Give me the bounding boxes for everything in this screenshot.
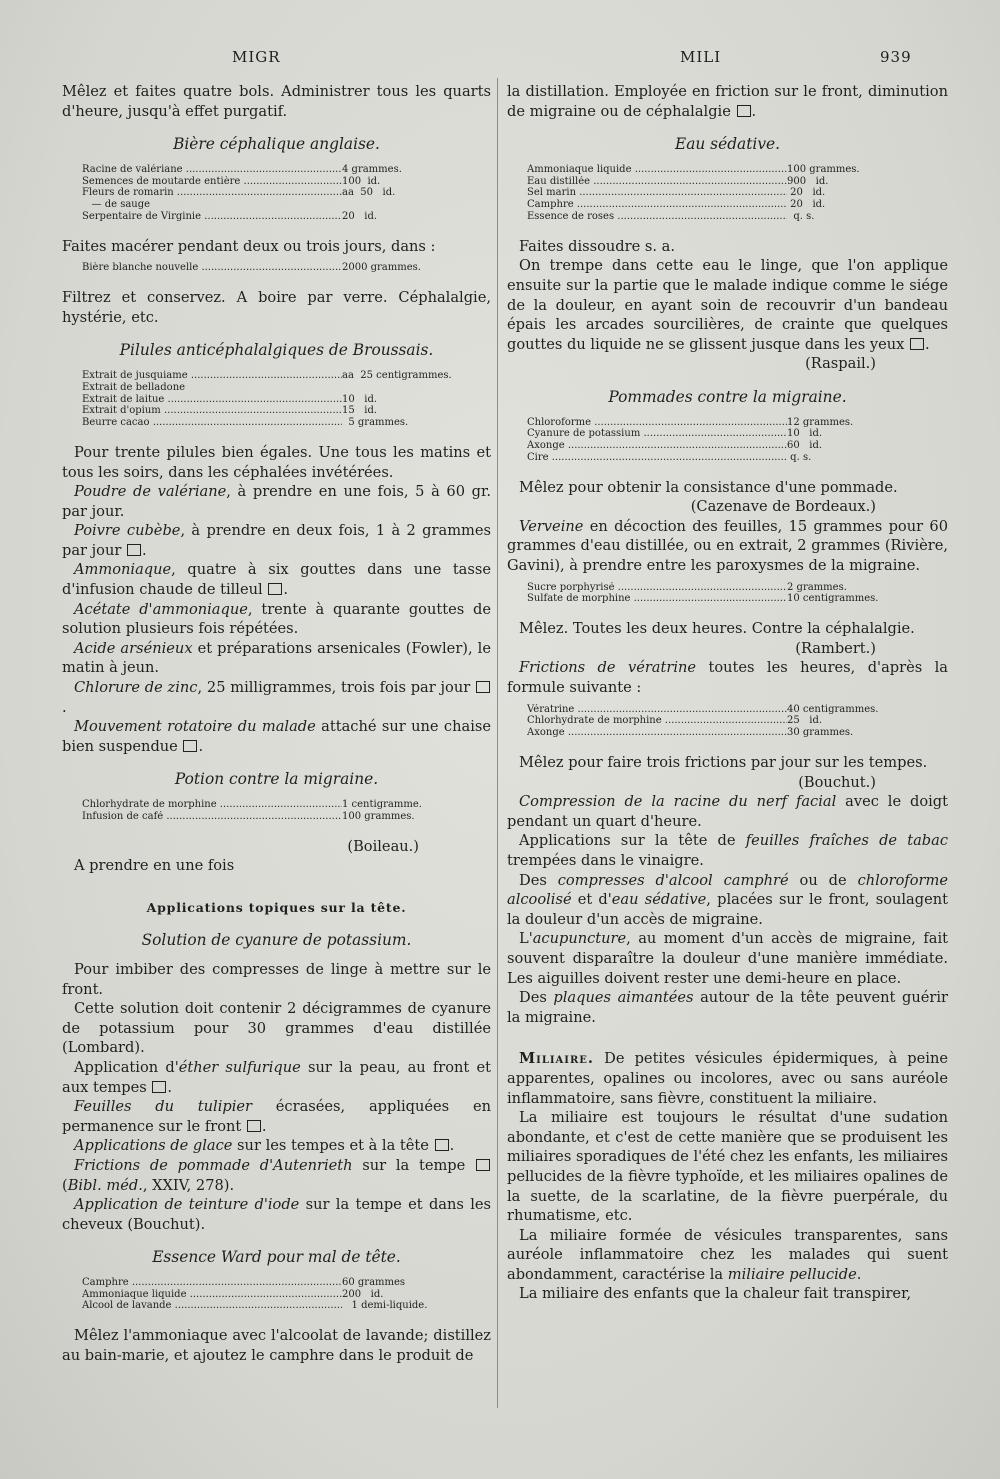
recipe-row — [527, 452, 917, 464]
ingredient-name: Semences de moutarde entière ..... — [82, 176, 342, 188]
ingredient-quantity: 100 id. — [342, 175, 381, 187]
ingredient-quantity: 100 grammes. — [342, 810, 415, 822]
ingredient-quantity: 30 grammes. — [787, 727, 854, 739]
paragraph: Acide arsénieux et préparations arsenicales (Fowler), le matin à jeun. — [62, 639, 491, 677]
paragraph: Mêlez. Toutes les deux heures. Contre la céphalalgie. — [519, 620, 915, 638]
paragraph: Mêlez pour faire trois frictions par jour sur les tempes. — [519, 754, 928, 772]
ingredient-quantity: 25 id. — [787, 715, 823, 727]
paragraph: (Cazenave de Bordeaux.) — [690, 498, 876, 516]
recipe-row — [527, 727, 917, 739]
paragraph: Ammoniaque, quatre à six gouttes dans une tasse d'infusion chaude de tilleul . — [62, 561, 491, 599]
paragraph: la distillation. Employée en friction sur le front, diminution de migraine ou de céphalalgie . — [507, 83, 948, 120]
paragraph: Faites macérer pendant deux ou trois jours, dans : — [62, 237, 436, 255]
paragraph: Frictions de vératrine toutes les heures, d'après la formule suivante : — [507, 659, 948, 697]
ingredient-name: Ammoniaque liquide ..... — [527, 164, 787, 176]
ingredient-name: Axonge ..... — [527, 440, 787, 452]
ingredient-name: Sucre porphyrisé ..... — [527, 582, 787, 594]
paragraph: Verveine en décoction des feuilles, 15 grammes pour 60 grammes d'eau distillée, ou en extrait, 2 grammes (Rivière, Gavini), à prendre entre les paroxysmes de la migraine. — [507, 517, 948, 575]
paragraph: (Raspail.) — [805, 355, 876, 373]
recipe-row — [82, 1277, 472, 1289]
paragraph: Applications sur la tête de feuilles fraîches de tabac trempées dans le vinaigre. — [507, 832, 949, 869]
paragraph: Feuilles du tulipier écrasées, appliquées en permanence sur le front . — [62, 1098, 491, 1135]
plus-box-icon — [737, 105, 751, 117]
paragraph: Compression de la racine du nerf facial avec le doigt pendant un quart d'heure. — [507, 793, 948, 830]
recipe-title: Bière céphalique anglaise. — [173, 135, 380, 154]
paragraph: Poudre de valériane, à prendre en une fois, 5 à 60 gr. par jour. — [62, 483, 491, 520]
recipe-row — [82, 799, 472, 811]
recipe-row — [82, 394, 472, 406]
paragraph: La miliaire formée de vésicules transparentes, sans auréole inflammatoire chez les malades qui suent abondamment, caractérise la miliaire pellucide. — [507, 1226, 948, 1283]
left-column — [62, 82, 491, 1365]
recipe-row — [527, 704, 917, 716]
ingredient-name: Chloroforme ..... — [527, 417, 787, 429]
plus-box-icon — [476, 681, 490, 693]
recipe-row — [527, 440, 917, 452]
recipe-row — [527, 593, 917, 605]
paragraph: Faites dissoudre s. a. — [519, 237, 676, 255]
recipe-row — [82, 187, 472, 199]
recipe-table — [527, 582, 917, 606]
ingredient-name: Bière blanche nouvelle ..... — [82, 262, 342, 274]
running-head-left: MIGR — [232, 48, 281, 66]
recipe-row — [527, 187, 917, 199]
paragraph: Mêlez pour obtenir la consistance d'une pommade. — [519, 478, 898, 496]
ingredient-quantity: 2000 grammes. — [342, 262, 421, 274]
paragraph: (Rambert.) — [795, 639, 876, 657]
ingredient-quantity: 15 id. — [342, 405, 378, 417]
ingredient-quantity: 12 grammes. — [787, 416, 854, 428]
paragraph: Mêlez l'ammoniaque avec l'alcoolat de lavande; distillez au bain-marie, et ajoutez le camphre dans le produit de — [62, 1327, 491, 1364]
ingredient-name: Extrait de belladone — [82, 381, 186, 393]
entry-headword: Miliaire. — [519, 1050, 594, 1068]
paragraph: La miliaire est toujours le résultat d'une sudation abondante, et c'est de cette manière que se produisent les miliaires sporadiques de l'été chez les enfants, les miliaires pellucides de la fièvre typhoïde, et les miliaires opalines de la suette, de la scarlatine, de la fièvre puerpérale, du rhumatisme, etc. — [507, 1109, 948, 1225]
column-rule — [497, 78, 498, 1408]
plus-box-icon — [435, 1139, 449, 1151]
paragraph: Pour trente pilules bien égales. Une tous les matins et tous les soirs, dans les céphalées invétérées. — [62, 443, 491, 481]
recipe-row — [527, 582, 917, 594]
recipe-table — [527, 704, 917, 739]
recipe-row — [82, 1300, 472, 1312]
ingredient-quantity: 60 grammes — [342, 1276, 406, 1288]
ingredient-name: Camphre ..... — [82, 1277, 342, 1289]
paragraph: (Boileau.) — [347, 837, 419, 855]
recipe-table — [527, 164, 917, 223]
recipe-row — [82, 176, 472, 188]
ingredient-name: Fleurs de romarin ..... — [82, 187, 342, 199]
recipe-row — [527, 417, 917, 429]
ingredient-quantity: 20 id. — [342, 210, 378, 222]
ingredient-name: Chlorhydrate de morphine ..... — [527, 715, 787, 727]
ingredient-quantity: 10 centigrammes. — [787, 593, 879, 605]
paragraph: Mouvement rotatoire du malade attaché sur une chaise bien suspendue . — [62, 718, 491, 755]
recipe-table — [82, 164, 472, 223]
recipe-title: Solution de cyanure de potassium. — [141, 931, 412, 950]
recipe-row — [82, 382, 472, 394]
paragraph: Miliaire. De petites vésicules épidermiques, à peine apparentes, opalines ou incolores, avec ou sans auréole inflammatoire, sans fièvre, constituent la miliaire. — [507, 1050, 948, 1107]
paragraph: Application de teinture d'iode sur la tempe et dans les cheveux (Bouchut). — [62, 1196, 491, 1233]
recipe-row — [82, 199, 472, 211]
ingredient-quantity: 2 grammes. — [787, 581, 847, 593]
paragraph: Poivre cubèbe, à prendre en deux fois, 1 à 2 grammes par jour . — [62, 522, 491, 559]
ingredient-quantity: 1 centigramme. — [342, 799, 422, 811]
ingredient-quantity: 5 grammes. — [342, 417, 409, 429]
recipe-title: Potion contre la migraine. — [174, 770, 379, 789]
recipe-row — [82, 370, 472, 382]
ingredient-name: Vératrine ..... — [527, 704, 787, 716]
ingredient-name: Ammoniaque liquide ..... — [82, 1289, 342, 1301]
recipe-row — [82, 164, 472, 176]
recipe-row — [527, 176, 917, 188]
ingredient-quantity: 10 id. — [342, 393, 378, 405]
ingredient-quantity: 40 centigrammes. — [787, 703, 879, 715]
recipe-table — [527, 417, 917, 464]
ingredient-quantity: 20 id. — [787, 187, 826, 199]
plus-box-icon — [183, 740, 197, 752]
page-number: 939 — [880, 48, 912, 66]
ingredient-name: Eau distillée ..... — [527, 176, 787, 188]
plus-box-icon — [152, 1081, 166, 1093]
ingredient-name: Infusion de café ..... — [82, 811, 342, 823]
ingredient-name: Cyanure de potassium ..... — [527, 428, 787, 440]
ingredient-name: Serpentaire de Virginie ..... — [82, 211, 342, 223]
paragraph: Frictions de pommade d'Autenrieth sur la tempe (Bibl. méd., XXIV, 278). — [62, 1156, 491, 1195]
paragraph: Cette solution doit contenir 2 décigrammes de cyanure de potassium pour 30 grammes d'eau distillée (Lombard). — [62, 1000, 491, 1057]
paragraph: On trempe dans cette eau le linge, que l'on applique ensuite sur la partie que le malade indique comme le siége de la douleur, en ayant soin de recouvrir d'un bandeau épais les arcades sourcilières, de crainte que quelques gouttes du liquide ne se glissent jusque dans les yeux . — [507, 257, 948, 353]
paragraph: Acétate d'ammoniaque, trente à quarante gouttes de solution plusieurs fois répétées. — [62, 600, 492, 638]
recipe-row — [82, 1289, 472, 1301]
recipe-table — [82, 262, 472, 274]
ingredient-quantity: aa 25 centigrammes. — [342, 369, 452, 381]
ingredient-name: Extrait de jusquiame ..... — [82, 370, 342, 382]
recipe-row — [527, 199, 917, 211]
recipe-row — [82, 211, 472, 223]
recipe-title: Eau sédative. — [674, 135, 781, 154]
recipe-row — [527, 428, 917, 440]
recipe-row — [82, 811, 472, 823]
recipe-title: Essence Ward pour mal de tête. — [152, 1248, 401, 1267]
ingredient-name: Camphre ..... — [527, 199, 787, 211]
recipe-row — [527, 164, 917, 176]
ingredient-quantity: 4 grammes. — [342, 163, 402, 175]
plus-box-icon — [268, 583, 282, 595]
ingredient-quantity: aa 50 id. — [342, 187, 396, 199]
ingredient-quantity: 20 id. — [787, 199, 826, 211]
recipe-table — [82, 1277, 472, 1312]
ingredient-quantity: 100 grammes. — [787, 163, 860, 175]
ingredient-quantity: q. s. — [787, 451, 812, 463]
ingredient-quantity: q. s. — [787, 210, 815, 222]
ingredient-quantity: 900 id. — [787, 175, 829, 187]
ingredient-name: — de sauge — [82, 199, 151, 211]
ingredient-name: Extrait d'opium ..... — [82, 405, 342, 417]
section-heading: Applications topiques sur la tête. — [146, 899, 407, 915]
plus-box-icon — [247, 1120, 261, 1132]
plus-box-icon — [127, 544, 141, 556]
ingredient-name: Cire ..... — [527, 452, 787, 464]
ingredient-name: Axonge ..... — [527, 727, 787, 739]
paragraph: Chlorure de zinc, 25 milligrammes, trois fois par jour . — [62, 678, 491, 717]
paragraph: Filtrez et conservez. A boire par verre. Céphalalgie, hystérie, etc. — [62, 289, 491, 326]
recipe-row — [527, 211, 917, 223]
paragraph: Application d'éther sulfurique sur la peau, au front et aux tempes . — [62, 1058, 491, 1096]
ingredient-name: Extrait de laitue ..... — [82, 394, 342, 406]
paragraph: A prendre en une fois — [74, 857, 235, 875]
ingredient-quantity: 200 id. — [342, 1288, 384, 1300]
ingredient-name: Sulfate de morphine ..... — [527, 593, 787, 605]
plus-box-icon — [476, 1159, 490, 1171]
running-head-center: MILI — [680, 48, 722, 66]
ingredient-name: Essence de roses ..... — [527, 211, 787, 223]
paragraph: Des compresses d'alcool camphré ou de chloroforme alcoolisé et d'eau sédative, placées sur le front, soulagent la douleur d'un accès de migraine. — [507, 871, 948, 928]
ingredient-quantity: 60 id. — [787, 440, 823, 452]
recipe-table — [82, 370, 472, 429]
paragraph: Mêlez et faites quatre bols. Administrer tous les quarts d'heure, jusqu'à effet purgatif. — [62, 83, 491, 120]
paragraph: Pour imbiber des compresses de linge à mettre sur le front. — [62, 960, 491, 998]
paragraph: La miliaire des enfants que la chaleur fait transpirer, — [519, 1285, 912, 1303]
recipe-table — [82, 799, 472, 823]
recipe-row — [82, 405, 472, 417]
recipe-row — [82, 417, 472, 429]
recipe-title: Pommades contre la migraine. — [608, 387, 847, 406]
paragraph: Des plaques aimantées autour de la tête peuvent guérir la migraine. — [507, 989, 949, 1026]
ingredient-name: Racine de valériane ..... — [82, 164, 342, 176]
paragraph: L'acupuncture, au moment d'un accès de migraine, fait souvent disparaître la douleur d'une manière immédiate. Les aiguilles doivent rester une demi-heure en place. — [507, 930, 948, 987]
ingredient-quantity: 10 id. — [787, 428, 823, 440]
ingredient-name: Alcool de lavande ..... — [82, 1300, 342, 1312]
ingredient-quantity: 1 demi-liquide. — [342, 1300, 428, 1312]
ingredient-name: Beurre cacao ..... — [82, 417, 342, 429]
recipe-title: Pilules anticéphalalgiques de Broussais. — [119, 341, 434, 360]
recipe-row — [82, 262, 472, 274]
paragraph: Applications de glace sur les tempes et à la tête . — [74, 1137, 455, 1155]
paragraph: (Bouchut.) — [798, 773, 876, 791]
ingredient-name: Chlorhydrate de morphine ..... — [82, 799, 342, 811]
ingredient-name: Sel marin ..... — [527, 187, 787, 199]
recipe-row — [527, 715, 917, 727]
plus-box-icon — [910, 338, 924, 350]
right-column — [507, 82, 948, 1304]
